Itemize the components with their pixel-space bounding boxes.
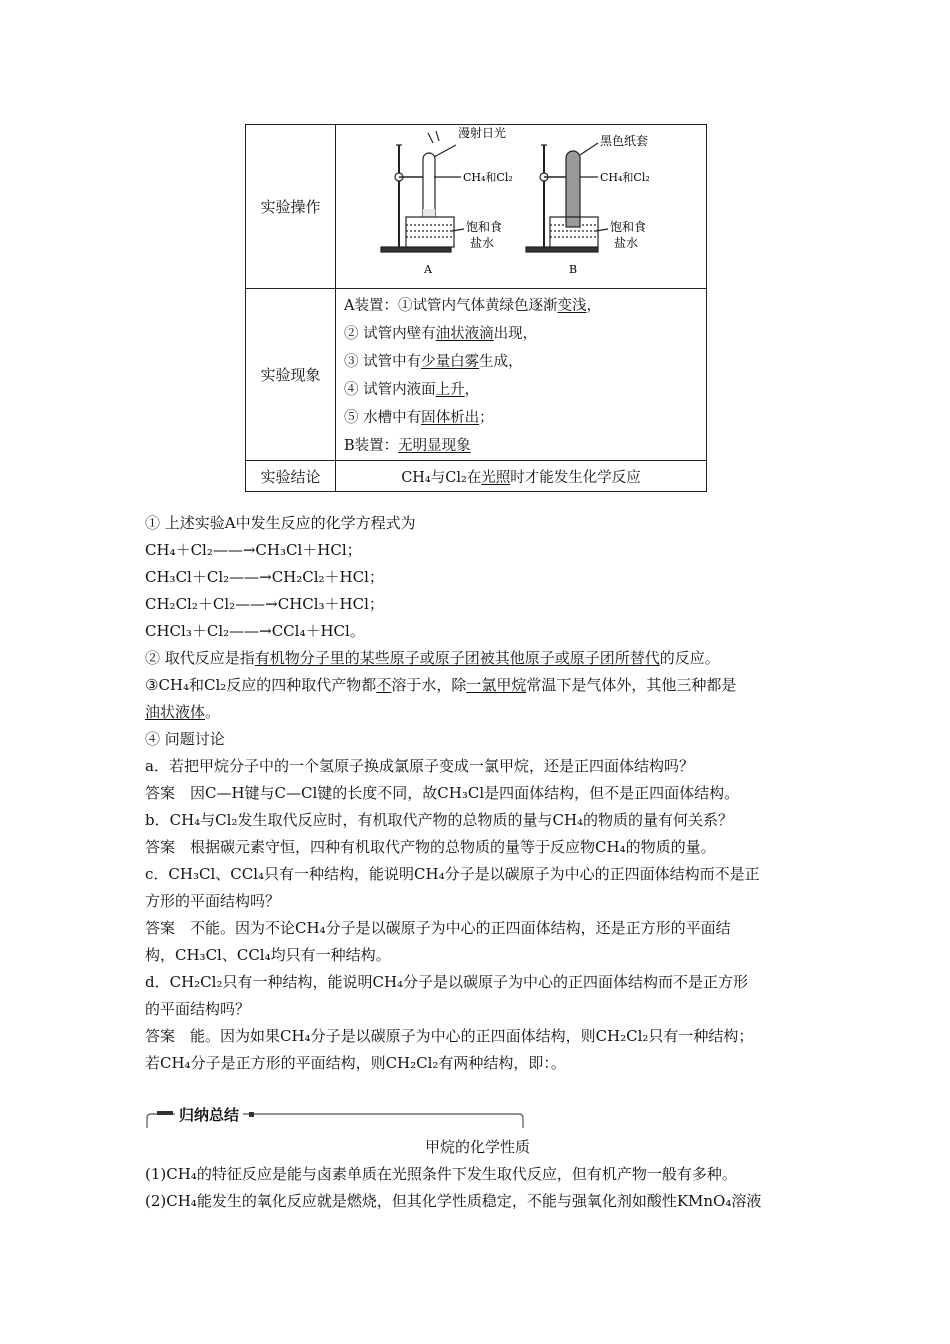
q3-mid: 溶于水，除 (391, 676, 467, 694)
q3-answer-3: 油状液体 (145, 703, 206, 721)
phen-1-end: ， (586, 298, 601, 314)
table-row-phenomena (246, 289, 707, 461)
discussion-d-question-2: 的平面结构吗？ (145, 1000, 251, 1018)
phen-1-answer: 变浅 (557, 298, 587, 314)
discussion-section (145, 510, 810, 1077)
label-a-tag: A (424, 263, 432, 276)
phenomena-label: 实验现象 (246, 289, 336, 461)
label-a-water: 饱和食 (466, 220, 503, 234)
q3-post: 常温下是气体外，其他三种都是 (526, 676, 737, 694)
apparatus-b (526, 143, 608, 252)
phen-4-text: ④ 试管内液面 (344, 382, 436, 398)
phen-1-text: A装置：①试管内气体黄绿色逐渐 (344, 298, 558, 314)
q2-end: 的反应。 (659, 649, 720, 667)
label-a-water2: 盐水 (470, 236, 495, 250)
label-b-gas: CH₄和Cl₂ (600, 171, 650, 184)
phen-3-answer: 少量白雾 (421, 354, 480, 370)
table-row-operation (246, 125, 707, 289)
phen-5-answer: 固体析出 (421, 410, 480, 426)
phen-2-end: 出现， (493, 326, 538, 342)
phenomenon-line-6 (344, 432, 706, 460)
conclusion-answer: 光照 (481, 469, 511, 486)
discussion-a-question: a．若把甲烷分子中的一个氢原子换成氯原子变成一氯甲烷，还是正四面体结构吗？ (145, 757, 694, 775)
equation-1: CH₄＋Cl₂——→CH₃Cl＋HCl； (145, 541, 362, 559)
summary-point-2: (2)CH₄能发生的氧化反应就是燃烧，但其化学性质稳定，不能与强氧化剂如酸性KMnO₄溶液 (145, 1192, 762, 1210)
discussion-d-question-1: d．CH₂Cl₂只有一种结构，能说明CH₄分子是以碳原子为中心的正四面体结构而不是正方形 (145, 973, 749, 991)
apparatus-figure-cell (336, 125, 707, 289)
phenomenon-line-3 (344, 348, 706, 376)
phen-6-answer: 无明显现象 (398, 438, 471, 454)
question-1: ① 上述实验A中发生反应的化学方程式为 (145, 514, 416, 532)
label-a-gas: CH₄和Cl₂ (463, 171, 513, 184)
q3-answer-1: 不 (376, 676, 392, 694)
phen-4-answer: 上升 (435, 382, 465, 398)
discussion-d-answer-1: 答案 能。因为如果CH₄分子是以碳原子为中心的正四面体结构，则CH₂Cl₂只有一种结构； (145, 1027, 754, 1045)
experiment-table (245, 124, 707, 492)
discussion-c-answer-1: 答案 不能。因为不论CH₄分子是以碳原子为中心的正四面体结构，还是正方形的平面结 (145, 919, 731, 937)
label-b-water: 饱和食 (610, 220, 647, 234)
question-3 (145, 672, 810, 699)
question-4: ④ 问题讨论 (145, 730, 225, 748)
discussion-b-answer: 答案 根据碳元素守恒，四种有机取代产物的总物质的量等于反应物CH₄的物质的量。 (145, 838, 716, 856)
conclusion-label: 实验结论 (246, 461, 336, 492)
label-b-sleeve: 黑色纸套 (600, 134, 649, 148)
question-3-cont (145, 699, 810, 726)
phen-4-end: ， (464, 382, 480, 398)
question-2 (145, 645, 810, 672)
phen-3-text: ③ 试管中有 (344, 354, 422, 370)
conclusion-text: CH₄与Cl₂在 (401, 469, 482, 486)
phen-5-end: ； (479, 410, 494, 426)
operation-label: 实验操作 (246, 125, 336, 289)
summary-title: 归纳总结 (175, 1104, 243, 1125)
phen-5-text: ⑤ 水槽中有 (344, 410, 422, 426)
discussion-c-question-2: 方形的平面结构吗？ (145, 892, 281, 910)
discussion-a-answer: 答案 因C—H键与C—Cl键的长度不同，故CH₃Cl是四面体结构，但不是正四面体结构。 (145, 784, 740, 802)
apparatus-a (381, 131, 464, 252)
phen-3-end: 生成， (479, 354, 523, 370)
label-a-light: 漫射日光 (458, 126, 507, 140)
q3-answer-2: 一氯甲烷 (466, 676, 527, 694)
phen-6-text: B装置： (344, 438, 399, 454)
conclusion-end: 时才能发生化学反应 (510, 469, 641, 486)
label-b-water2: 盐水 (614, 236, 639, 250)
phen-2-answer: 油状液滴 (435, 326, 494, 342)
phenomenon-line-4 (344, 376, 706, 404)
equation-2: CH₃Cl＋Cl₂——→CH₂Cl₂＋HCl； (145, 568, 384, 586)
phenomenon-line-2 (344, 320, 706, 348)
q2-text: ② 取代反应是指 (145, 649, 255, 667)
discussion-c-answer-2: 构，CH₃Cl、CCl₄均只有一种结构。 (145, 946, 391, 964)
phen-2-text: ② 试管内壁有 (344, 326, 436, 342)
discussion-d-answer-2: 若CH₄分子是正方形的平面结构，则CH₂Cl₂有两种结构，即：。 (145, 1054, 566, 1072)
label-b-tag: B (569, 263, 578, 276)
equation-4: CHCl₃＋Cl₂——→CCl₄＋HCl。 (145, 622, 365, 640)
discussion-c-question-1: c．CH₃Cl、CCl₄只有一种结构，能说明CH₄分子是以碳原子为中心的正四面体结构而不是正 (145, 865, 760, 883)
phenomenon-line-5 (344, 404, 706, 432)
phenomena-cell (336, 289, 707, 461)
table-row-conclusion (246, 461, 707, 492)
q3-end: 。 (205, 703, 221, 721)
q2-answer: 有机物分子里的某些原子或原子团被其他原子或原子团所替代 (254, 649, 660, 667)
summary-heading: 甲烷的化学性质 (424, 1138, 530, 1156)
phenomenon-line-1 (344, 292, 706, 320)
q3-text: ③CH₄和Cl₂反应的四种取代产物都 (145, 676, 377, 694)
summary-point-1: (1)CH₄的特征反应是能与卤素单质在光照条件下发生取代反应，但有机产物一般有多种。 (145, 1165, 737, 1183)
summary-section (145, 1134, 810, 1215)
apparatus-figure (336, 125, 706, 288)
conclusion-cell (336, 461, 707, 492)
equation-3: CH₂Cl₂＋Cl₂——→CHCl₃＋HCl； (145, 595, 384, 613)
discussion-b-question: b．CH₄与Cl₂发生取代反应时，有机取代产物的总物质的量与CH₄的物质的量有何关系？ (145, 811, 734, 829)
